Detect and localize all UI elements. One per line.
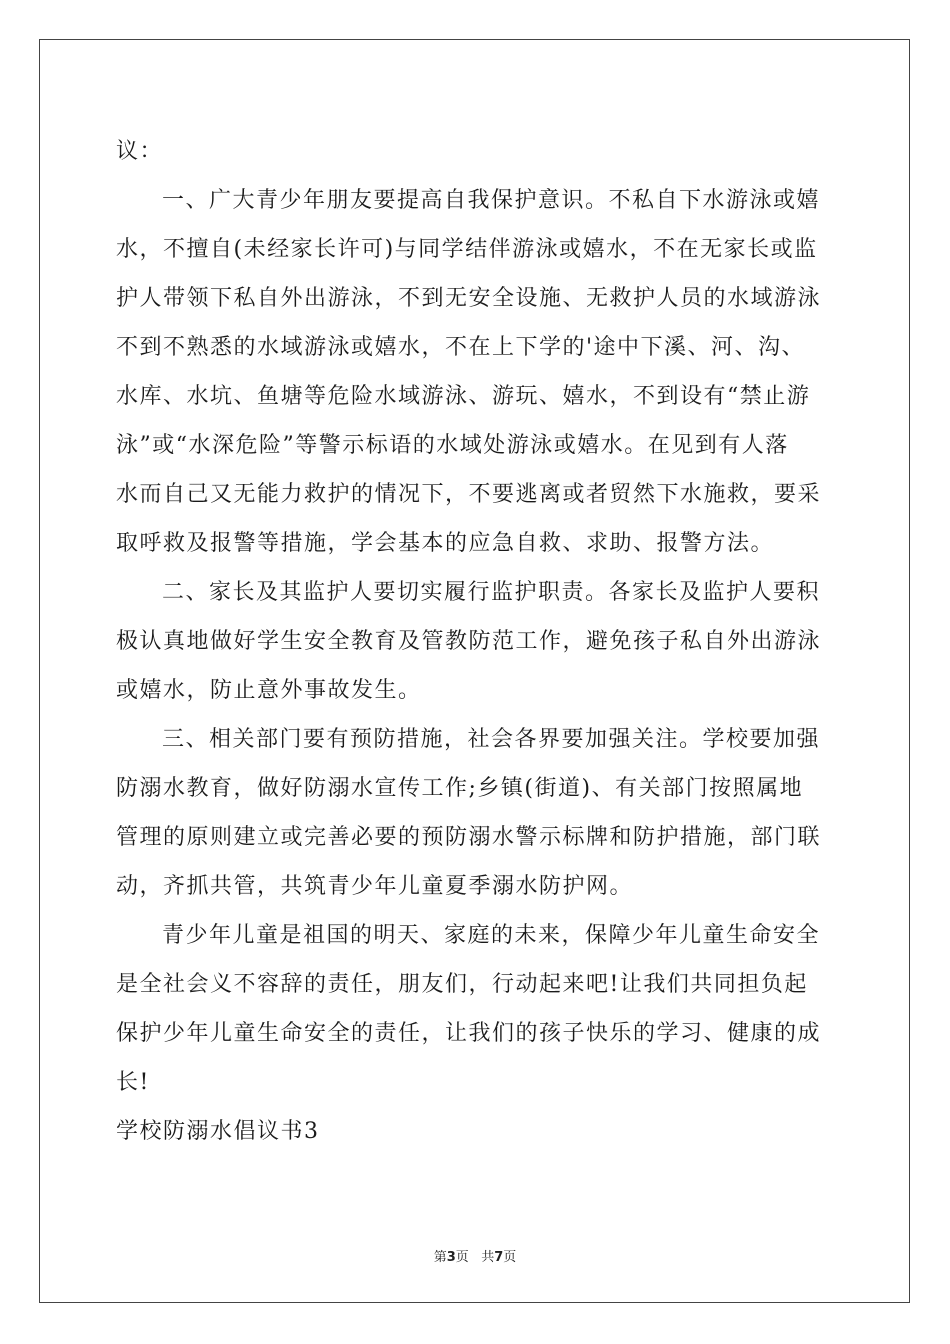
text-line: 动，齐抓共管，共筑青少年儿童夏季溺水防护网。	[116, 874, 634, 899]
text-line: 水而自己又无能力救护的情况下，不要逃离或者贸然下水施救，要采	[116, 482, 822, 507]
text-line: 水库、水坑、鱼塘等危险水域游泳、游玩、嬉水，不到设有“禁止游	[116, 384, 811, 409]
total-suffix: 页	[503, 1250, 517, 1265]
text-line: 是全社会义不容辞的责任，朋友们，行动起来吧!让我们共同担负起	[116, 972, 808, 997]
text-line: 泳”或“水深危险”等警示标语的水域处游泳或嬉水。在见到有人落	[116, 433, 789, 458]
document-body	[116, 127, 832, 1156]
text-line: 护人带领下私自外出游泳，不到无安全设施、无救护人员的水域游泳	[116, 286, 822, 311]
text-line: 保护少年儿童生命安全的责任，让我们的孩子快乐的学习、健康的成	[116, 1021, 822, 1046]
text-line: 管理的原则建立或完善必要的预防溺水警示标牌和防护措施，部门联	[116, 825, 822, 850]
text-line: 不到不熟悉的水域游泳或嬉水，不在上下学的'途中下溪、河、沟、	[116, 335, 806, 360]
text-line: 长!	[116, 1070, 150, 1095]
current-page-number: 3	[446, 1250, 456, 1265]
paragraph-two-start: 二、家长及其监护人要切实履行监护职责。各家长及监护人要积	[162, 580, 821, 605]
total-pages-number: 7	[494, 1250, 504, 1265]
page-footer	[0, 1246, 950, 1265]
paragraph-three-start: 三、相关部门要有预防措施，社会各界要加强关注。学校要加强	[162, 727, 821, 752]
section-heading: 学校防溺水倡议书3	[116, 1119, 320, 1144]
paragraph-one-start: 一、广大青少年朋友要提高自我保护意识。不私自下水游泳或嬉	[162, 188, 821, 213]
page-prefix: 第	[433, 1250, 447, 1265]
text-line: 议：	[116, 139, 164, 164]
text-line: 取呼救及报警等措施，学会基本的应急自救、求助、报警方法。	[116, 531, 775, 556]
total-prefix: 共	[481, 1250, 495, 1265]
text-line: 或嬉水，防止意外事故发生。	[116, 678, 422, 703]
page-suffix: 页	[455, 1250, 469, 1265]
paragraph-four-start: 青少年儿童是祖国的明天、家庭的未来，保障少年儿童生命安全	[162, 923, 821, 948]
text-line: 水，不擅自(未经家长许可)与同学结伴游泳或嬉水，不在无家长或监	[116, 237, 818, 262]
text-line: 极认真地做好学生安全教育及管教防范工作，避免孩子私自外出游泳	[116, 629, 822, 654]
text-line: 防溺水教育，做好防溺水宣传工作;乡镇(街道)、有关部门按照属地	[116, 776, 804, 801]
